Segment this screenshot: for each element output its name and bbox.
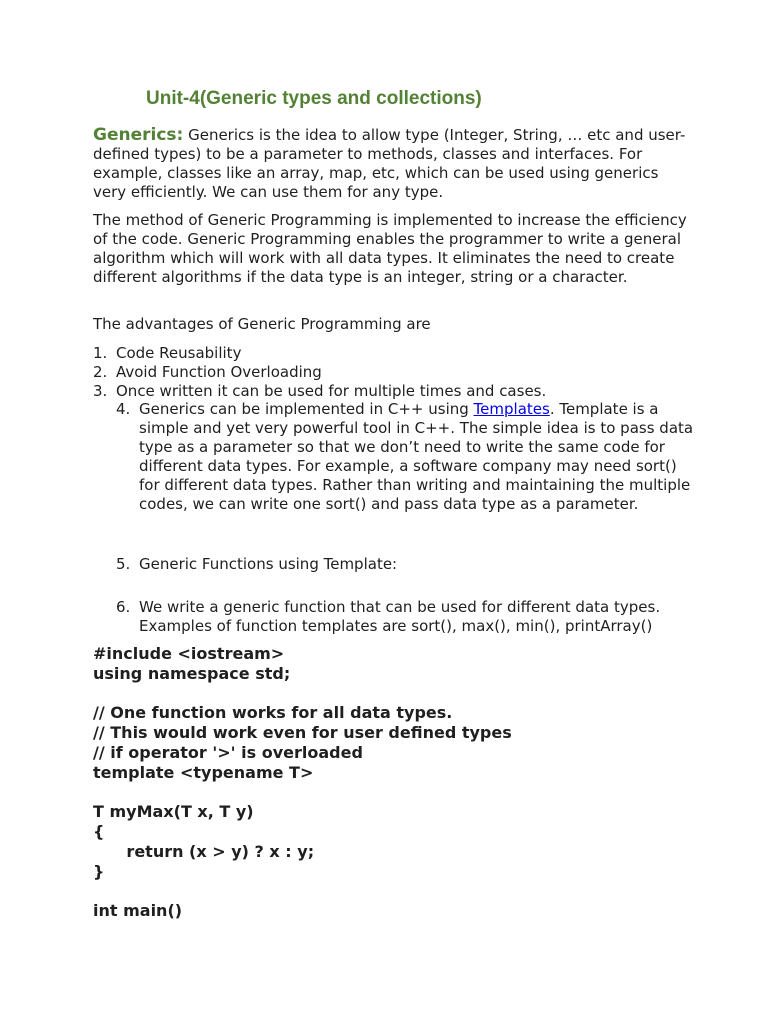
list-item-templates [116, 400, 696, 514]
templates-trailing-text: . Template is a simple and yet very powerful tool in C++. The simple idea is to pass data type as a parameter so that we don’t need to write the same code for different data types. For example, a software company may need sort() for different data types. Rather than writing and maintaining the multiple codes, we can write one sort() and pass data type as a parameter. [139, 400, 694, 513]
list-number: 4. [116, 400, 131, 418]
list-item [93, 382, 693, 401]
code-block: #include <iostream> using namespace std; // One function works for all data types. // This would work even for user defined types // if operator '>' is overloaded template <typename T> T myMax(T x, T y) { return (x > y) ? x : y; } int main() [93, 644, 512, 921]
list-number: 6. [116, 598, 131, 616]
templates-link[interactable]: Templates [473, 400, 550, 418]
list-item-text: Avoid Function Overloading [116, 363, 322, 381]
generics-label: Generics: [93, 125, 184, 145]
list-number: 5. [116, 555, 131, 573]
generics-paragraph [93, 126, 693, 202]
list-number: 1. [93, 344, 108, 362]
advantages-intro: The advantages of Generic Programming are [93, 315, 431, 333]
generic-programming-paragraph: The method of Generic Programming is implemented to increase the efficiency of the code. Generic Programming enables the programmer to write a general algorithm which will work with all data types. It eliminates the need to create different algorithms if the data type is an integer, string or a character. [93, 211, 687, 286]
list-number: 3. [93, 382, 108, 400]
list-number: 2. [93, 363, 108, 381]
list-item-text: Once written it can be used for multiple times and cases. [116, 382, 547, 400]
advantages-list [93, 344, 693, 401]
list-item-text: Code Reusability [116, 344, 242, 362]
list-item-text: Generic Functions using Template: [139, 555, 398, 573]
list-item-function-templates [116, 598, 696, 636]
templates-lead-text: Generics can be implemented in C++ using [139, 400, 474, 418]
list-item-text [139, 400, 696, 514]
document-title: Unit-4(Generic types and collections) [146, 88, 482, 109]
list-item [93, 363, 693, 382]
list-item-generic-functions [116, 555, 696, 574]
list-item [93, 344, 693, 363]
list-item-text: We write a generic function that can be used for different data types. Examples of function templates are sort(), max(), min(), printArray() [139, 598, 661, 635]
generics-text: Generics is the idea to allow type (Integer, String, … etc and user-defined types) to be a parameter to methods, classes and interfaces. For example, classes like an array, map, etc, which can be used using generics very efficiently. We can use them for any type. [93, 126, 686, 201]
